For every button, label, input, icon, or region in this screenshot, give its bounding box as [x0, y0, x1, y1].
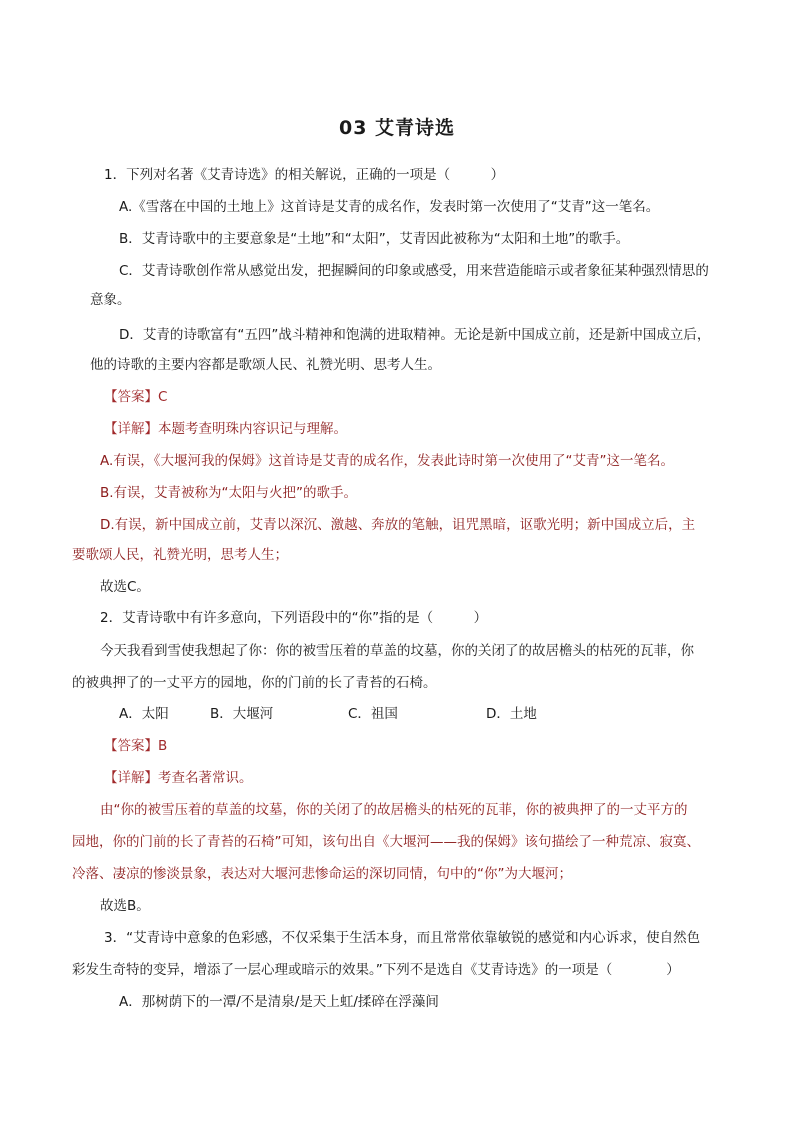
question-3-stem-line2: 彩发生奇特的变异，增添了一层心理或暗示的效果。”下列不是选自《艾青诗选》的一项是（ ） — [72, 962, 680, 978]
question-2-explanation-line3: 冷落、凄凉的惨淡景象，表达对大堰河悲惨命运的深切同情，句中的“你”为大堰河； — [72, 866, 572, 882]
question-1-explanation-d-line1: D.有误，新中国成立前，艾青以深沉、激越、奔放的笔触，诅咒黑暗，讴歌光明；新中国成立后，主 — [100, 517, 696, 533]
detail-text: 考查名著常识。 — [158, 770, 253, 786]
question-1-option-d-line1: D．艾青的诗歌富有“五四”战斗精神和饱满的进取精神。无论是新中国成立前，还是新中国成立后， — [119, 327, 711, 343]
question-2-detail — [104, 768, 253, 788]
question-2-option-a: A．太阳 — [119, 706, 169, 722]
detail-label: 【详解】 — [104, 421, 158, 437]
question-1-option-b: B．艾青诗歌中的主要意象是“土地”和“太阳”，艾青因此被称为“太阳和土地”的歌手。 — [119, 231, 630, 247]
question-2-choose: 故选B。 — [100, 898, 150, 914]
answer-value: B — [158, 738, 168, 754]
question-1-option-a: A.《雪落在中国的土地上》这首诗是艾青的成名作，发表时第一次使用了“艾青”这一笔名。 — [119, 199, 660, 215]
detail-text: 本题考查明珠内容识记与理解。 — [158, 421, 347, 437]
question-2-option-b: B．大堰河 — [210, 706, 274, 722]
question-1-choose: 故选C。 — [100, 579, 150, 595]
page-title: 03 艾青诗选 — [338, 117, 456, 139]
question-2-answer — [104, 736, 167, 756]
question-1-option-c-line1: C．艾青诗歌创作常从感觉出发，把握瞬间的印象或感受，用来营造能暗示或者象征某种强烈情思的 — [119, 263, 709, 279]
question-1-answer — [104, 387, 167, 407]
answer-label: 【答案】 — [104, 389, 158, 405]
question-2-explanation-line1: 由“你的被雪压着的草盖的坟墓，你的关闭了的故居檐头的枯死的瓦菲，你的被典押了的一丈平方的 — [100, 802, 688, 818]
question-3-stem-line1: 3．“艾青诗中意象的色彩感，不仅采集于生活本身，而且常常依靠敏锐的感觉和内心诉求，使自然色 — [104, 930, 701, 946]
question-2-passage-line1: 今天我看到雪使我想起了你：你的被雪压着的草盖的坟墓，你的关闭了的故居檐头的枯死的瓦菲，你 — [100, 643, 694, 659]
question-2-stem: 2．艾青诗歌中有许多意向，下列语段中的“你”指的是（ ） — [100, 610, 488, 626]
question-1-stem: 1．下列对名著《艾青诗选》的相关解说，正确的一项是（ ） — [104, 167, 505, 183]
question-1-option-c-line2: 意象。 — [90, 292, 131, 308]
question-2-explanation-line2: 园地，你的门前的长了青苔的石椅”可知，该句出自《大堰河——我的保姆》该句描绘了一种荒凉、寂寞、 — [72, 834, 700, 850]
question-2-passage-line2: 的被典押了的一丈平方的园地，你的门前的长了青苔的石椅。 — [72, 675, 437, 691]
question-2-option-d: D．土地 — [486, 706, 537, 722]
question-1-detail — [104, 419, 347, 439]
question-1-option-d-line2: 他的诗歌的主要内容都是歌颂人民、礼赞光明、思考人生。 — [90, 357, 441, 373]
detail-label: 【详解】 — [104, 770, 158, 786]
answer-value: C — [158, 389, 168, 405]
question-2-option-c: C．祖国 — [348, 706, 398, 722]
question-1-explanation-d-line2: 要歌颂人民，礼赞光明，思考人生； — [72, 547, 288, 563]
question-3-option-a: A．那树荫下的一潭/不是清泉/是天上虹/揉碎在浮藻间 — [119, 994, 439, 1010]
answer-label: 【答案】 — [104, 738, 158, 754]
question-1-explanation-a: A.有误，《大堰河我的保姆》这首诗是艾青的成名作，发表此诗时第一次使用了“艾青”这一笔名。 — [100, 453, 675, 469]
question-1-explanation-b: B.有误，艾青被称为“太阳与火把”的歌手。 — [100, 485, 358, 501]
